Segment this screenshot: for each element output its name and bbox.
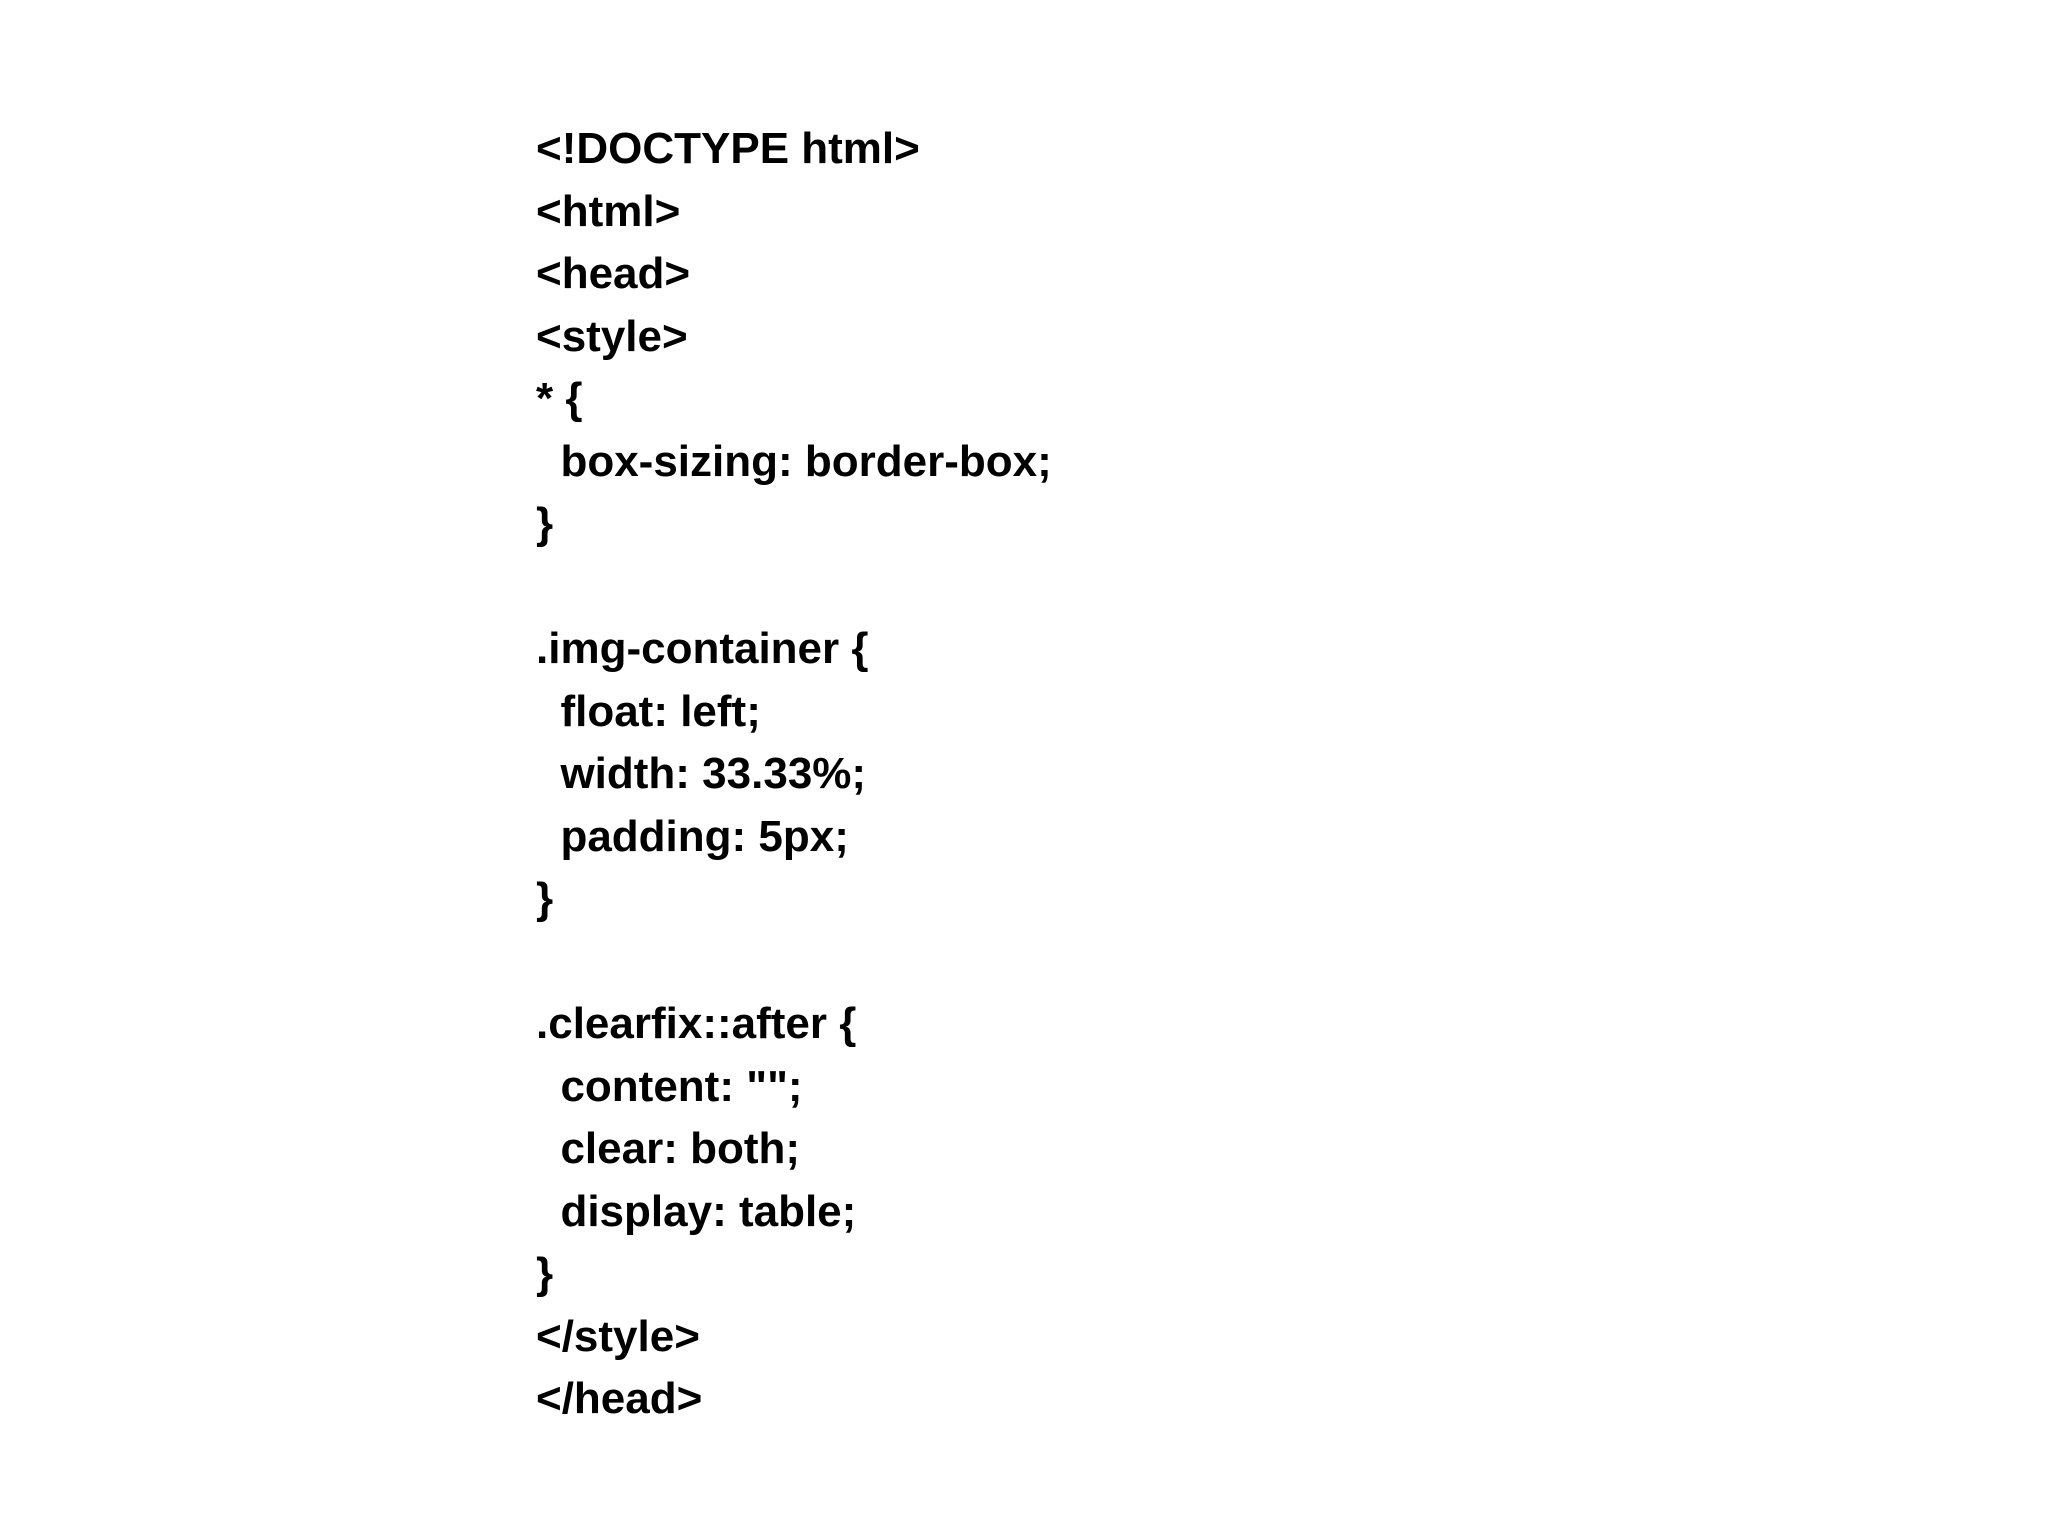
code-line-doctype: <!DOCTYPE html> [536,124,920,173]
code-block [536,118,1736,1431]
code-line-display: display: table; [536,1186,857,1236]
code-line-box-sizing: box-sizing: border-box; [536,436,1052,486]
code-line-universal-selector: * { [536,374,583,423]
code-line-universal-close: } [536,499,554,548]
code-line-blank-2 [536,931,1736,994]
code-line-width: width: 33.33%; [536,749,867,798]
code-line-clearfix-close: } [536,1249,554,1298]
code-line-float: float: left; [536,686,761,736]
code-line-clearfix-selector: .clearfix::after { [536,999,857,1048]
code-line-style-open: <style> [536,311,688,361]
code-line-img-container-selector: .img-container { [536,624,869,673]
code-line-padding: padding: 5px; [536,811,849,861]
code-line-head-close: </head> [536,1374,703,1423]
code-line-clear: clear: both; [536,1124,801,1173]
code-line-img-container-close: } [536,874,554,923]
code-line-html-open: <html> [536,186,681,236]
code-line-style-close: </style> [536,1311,700,1361]
code-line-head-open: <head> [536,249,691,298]
code-line-content: content: ""; [536,1061,803,1111]
code-line-blank-1 [536,556,1736,619]
